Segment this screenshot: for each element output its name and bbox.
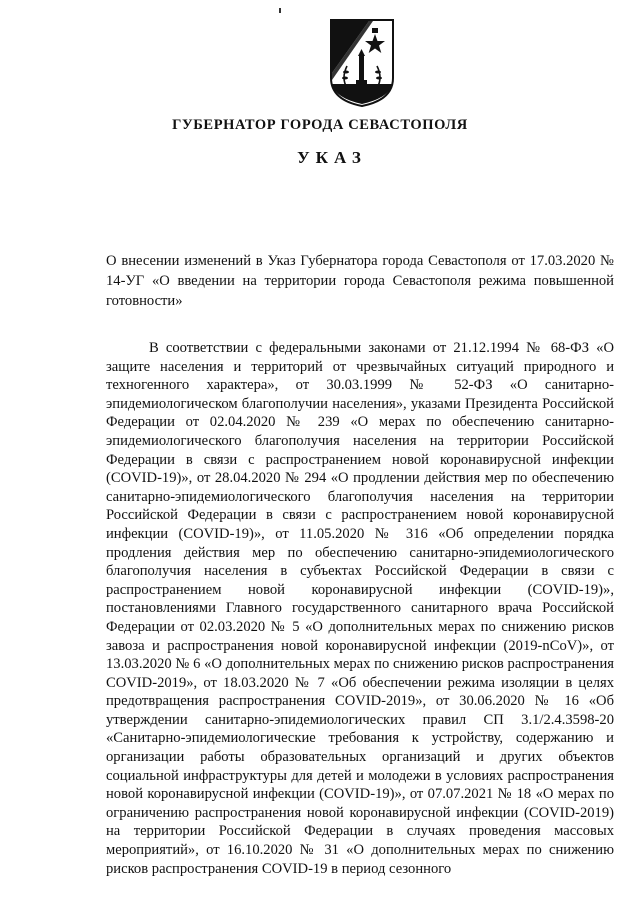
document-body: В соответствии с федеральными законами от 21.12.1994 № 68-ФЗ «О защите населения и территорий от чрезвычайных ситуаций природного и техногенного характера», от 30.03.1999 № 52-ФЗ «О санитарно-эпидемиологическом благополучии населения», указами Президента Российской Федерации от 02.04.2020 № 239 «О мерах по обеспечению санитарно-эпидемиологического благополучия населения на территории Российской Федерации в связи с распространением новой коронавирусной инфекции (COVID-19)», от 28.04.2020 № 294 «О продлении действия мер по обеспечению санитарно-эпидемиологического благополучия населения на территории Российской Федерации в связи с распространением новой коронавирусной инфекции (COVID-19)», от 11.05.2020 № 316 «Об определении порядка продления действия мер по обеспечению санитарно-эпидемиологического благополучия населения в субъектах Российской Федерации в связи с распространением новой коронавирусной инфекции (COVID-19)», постановлениями Главного государственного санитарного врача Российской Федерации от 02.03.2020 № 5 «О дополнительных мерах по снижению рисков завоза и распространения новой коронавирусной инфекции (2019-nCoV)», от 13.03.2020 № 6 «О дополнительных мерах по снижению рисков распространения COVID-2019», от 18.03.2020 № 7 «Об обеспечении режима изоляции в целях предотвращения распространения COVID-2019», от 30.06.2020 № 16 «Об утверждении санитарно-эпидемиологических правил СП 3.1/2.4.3598-20 «Санитарно-эпидемиологические требования к устройству, содержанию и организации работы образовательных организаций и других объектов социальной инфраструктуры для детей и молодежи в условиях распространения новой коронавирусной инфекции (COVID-19)», от 07.07.2021 № 18 «О мерах по ограничению распространения новой коронавирусной инфекции (COVID-2019) на территории Российской Федерации в случаях проведения массовых мероприятий», от 16.10.2020 № 31 «О дополнительных мерах по снижению рисков распространения COVID-19 в период сезонного [106, 340, 614, 877]
document-type-heading: УКАЗ [297, 148, 367, 167]
document-subject: О внесении изменений в Указ Губернатора города Севастополя от 17.03.2020 № 14-УГ «О введении на территории города Севастополя режима повышенной готовности» [106, 253, 614, 309]
sevastopol-coat-of-arms-icon [329, 18, 395, 108]
scan-mark [279, 8, 281, 13]
issuer-heading: ГУБЕРНАТОР ГОРОДА СЕВАСТОПОЛЯ [172, 117, 468, 133]
